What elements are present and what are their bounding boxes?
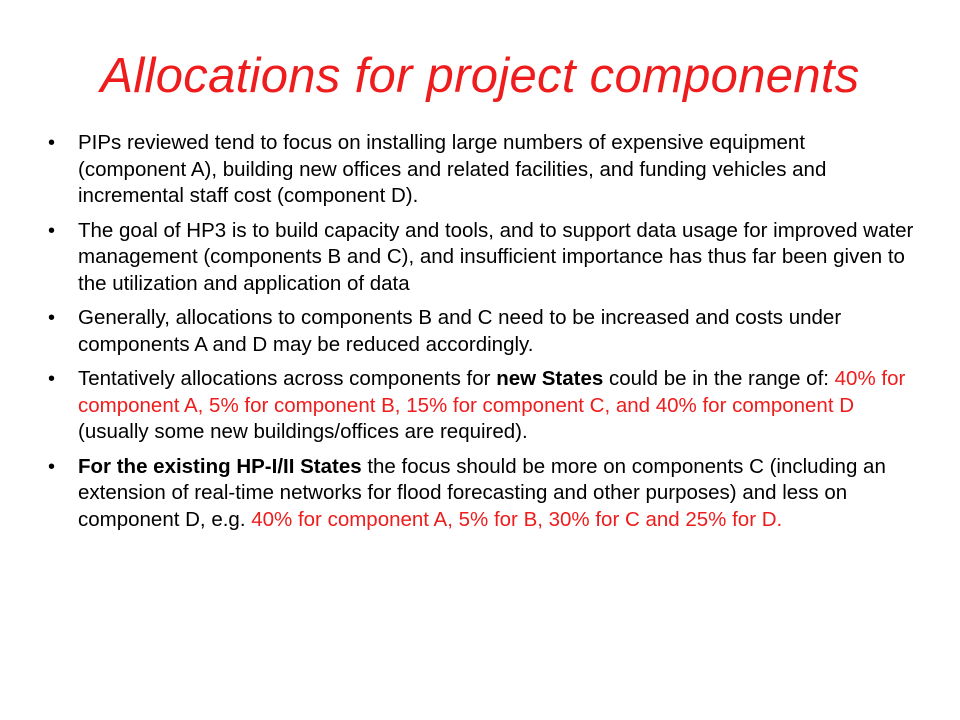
- bullet-item: [48, 305, 916, 358]
- bullet-item: [48, 366, 916, 446]
- bullet-text: The goal of HP3 is to build capacity and tools, and to support data usage for improved water management (components B and C), and insufficient importance has thus far been given to the utilization and application of data: [78, 218, 914, 295]
- bullet-item: [48, 218, 916, 298]
- bullet-dot-icon: •: [48, 219, 56, 242]
- bullet-bold-text: new States: [496, 367, 604, 390]
- bullet-dot-icon: •: [48, 132, 56, 154]
- bullet-highlight-text: 40% for component A, 5% for B, 30% for C and 25% for D.: [251, 507, 783, 531]
- bullet-text: [78, 455, 886, 531]
- bullet-highlight-text: 40% for component A, 5% for component B, 15% for component C, and 40% for component D: [78, 367, 906, 417]
- bullet-dot-icon: •: [48, 368, 56, 390]
- bullet-item: [48, 130, 916, 210]
- bullet-text-segment: (usually some new buildings/offices are required).: [78, 420, 528, 443]
- bullet-text: [78, 367, 905, 443]
- bullet-text: PIPs reviewed tend to focus on installing large numbers of expensive equipment (component A), building new offices and related facilities, and funding vehicles and incremental staff cost (component D).: [78, 131, 827, 207]
- bullet-text-segment: the focus should be more on components C (including an extension of real-time networks for flood forecasting and other purposes) and less on component D, e.g.: [78, 454, 886, 531]
- bullet-bold-text: For the existing HP-I/II States: [78, 454, 362, 478]
- bullet-item: [48, 454, 916, 534]
- bullet-dot-icon: •: [48, 455, 56, 478]
- bullet-list: [48, 130, 916, 541]
- bullet-text: Generally, allocations to components B and C need to be increased and costs under components A and D may be reduced accordingly.: [78, 306, 842, 356]
- bullet-dot-icon: •: [48, 307, 56, 329]
- bullet-text-segment: could be in the range of:: [603, 367, 835, 390]
- slide-title: Allocations for project components: [100, 49, 860, 103]
- bullet-text-segment: Tentatively allocations across components for: [78, 367, 497, 390]
